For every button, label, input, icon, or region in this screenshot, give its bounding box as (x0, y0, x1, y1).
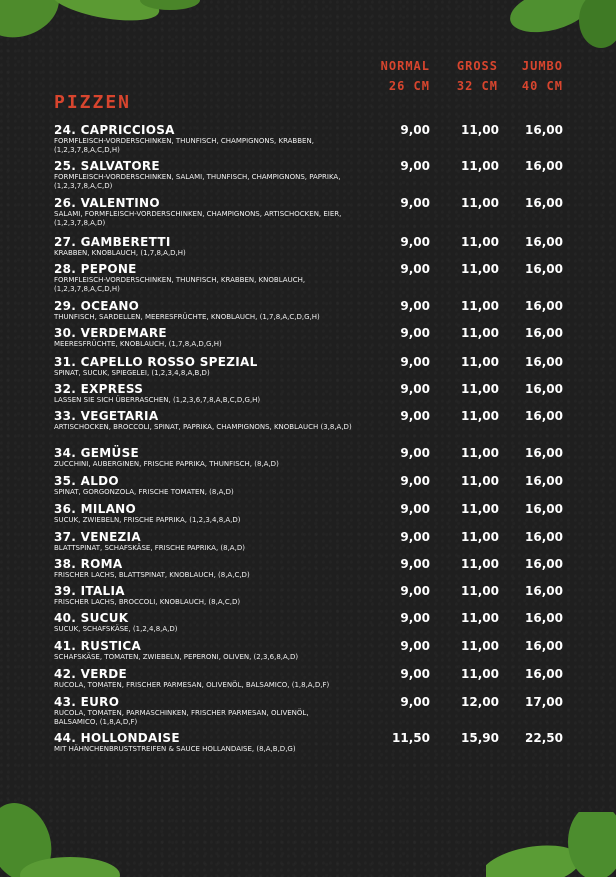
item-name: 30. VERDEMARE (54, 326, 167, 340)
item-description: FORMFLEISCH-VORDERSCHINKEN, THUNFISCH, CHAMPIGNONS, KRABBEN, (1,2,3,7,8,A,C,D,H) (54, 137, 314, 154)
price-jumbo: 16,00 (525, 262, 563, 276)
item-name: 26. VALENTINO (54, 196, 160, 210)
menu-item (54, 557, 574, 580)
price-jumbo: 16,00 (525, 584, 563, 598)
item-description: RUCOLA, TOMATEN, FRISCHER PARMESAN, OLIVENÖL, BALSAMICO, (1,8,A,D,F) (54, 681, 330, 689)
price-gross: 11,00 (461, 159, 499, 173)
price-jumbo: 16,00 (525, 235, 563, 249)
menu-item (54, 262, 574, 294)
price-jumbo: 16,00 (525, 530, 563, 544)
price-normal: 9,00 (400, 382, 430, 396)
basil-leaf-bottom-left (0, 797, 120, 877)
section-title: PIZZEN (54, 92, 132, 113)
price-gross: 11,00 (461, 446, 499, 460)
menu-item (54, 474, 574, 497)
price-normal: 11,50 (392, 731, 430, 745)
menu-item (54, 502, 574, 525)
item-description: SUCUK, SCHAFSKÄSE, (1,2,4,8,A,D) (54, 625, 178, 633)
price-gross: 11,00 (461, 474, 499, 488)
item-description: LASSEN SIE SICH ÜBERRASCHEN, (1,2,3,6,7,8,A,B,C,D,G,H) (54, 396, 261, 404)
price-gross: 11,00 (461, 355, 499, 369)
price-gross: 12,00 (461, 695, 499, 709)
price-gross: 15,90 (461, 731, 499, 745)
menu-item (54, 611, 574, 634)
item-name: 41. RUSTICA (54, 639, 142, 653)
price-normal: 9,00 (400, 123, 430, 137)
price-jumbo: 16,00 (525, 382, 563, 396)
price-gross: 11,00 (461, 382, 499, 396)
menu-item (54, 409, 574, 432)
price-normal: 9,00 (400, 446, 430, 460)
item-name: 32. EXPRESS (54, 382, 144, 396)
item-name: 37. VENEZIA (54, 530, 141, 544)
price-normal: 9,00 (400, 502, 430, 516)
menu-item (54, 326, 574, 349)
menu-item (54, 639, 574, 662)
price-jumbo: 16,00 (525, 639, 563, 653)
item-description: ARTISCHOCKEN, BROCCOLI, SPINAT, PAPRIKA, CHAMPIGNONS, KNOBLAUCH (3,8,A,D) (54, 423, 352, 431)
menu-item (54, 731, 574, 754)
price-normal: 9,00 (400, 695, 430, 709)
price-gross: 11,00 (461, 557, 499, 571)
price-normal: 9,00 (400, 159, 430, 173)
price-jumbo: 16,00 (525, 326, 563, 340)
menu-item (54, 235, 574, 258)
item-name: 28. PEPONE (54, 262, 137, 276)
price-normal: 9,00 (400, 557, 430, 571)
price-jumbo: 16,00 (525, 557, 563, 571)
item-name: 31. CAPELLO ROSSO SPEZIAL (54, 355, 258, 369)
menu-item (54, 695, 574, 727)
price-normal: 9,00 (400, 262, 430, 276)
item-description: FRISCHER LACHS, BROCCOLI, KNOBLAUCH, (8,A,C,D) (54, 598, 241, 606)
price-gross: 11,00 (461, 123, 499, 137)
menu-item (54, 382, 574, 405)
item-name: 27. GAMBERETTI (54, 235, 171, 249)
item-name: 29. OCEANO (54, 299, 140, 313)
header-jumbo: JUMBO 40 CM (521, 59, 563, 93)
price-gross: 11,00 (461, 584, 499, 598)
header-gross: GROSS 32 CM (456, 59, 498, 93)
menu-item (54, 123, 574, 155)
item-description: MEERESFRÜCHTE, KNOBLAUCH, (1,7,8,A,D,G,H) (54, 340, 222, 348)
price-jumbo: 16,00 (525, 667, 563, 681)
item-name: 25. SALVATORE (54, 159, 160, 173)
price-normal: 9,00 (400, 530, 430, 544)
price-gross: 11,00 (461, 611, 499, 625)
price-gross: 11,00 (461, 409, 499, 423)
menu-item (54, 299, 574, 322)
item-description: BLATTSPINAT, SCHAFSKÄSE, FRISCHE PAPRIKA, (8,A,D) (54, 544, 245, 552)
item-description: ZUCCHINI, AUBERGINEN, FRISCHE PAPRIKA, THUNFISCH, (8,A,D) (54, 460, 279, 468)
header-normal: NORMAL 26 CM (380, 59, 430, 93)
item-name: 40. SUCUK (54, 611, 129, 625)
item-name: 42. VERDE (54, 667, 128, 681)
price-jumbo: 16,00 (525, 159, 563, 173)
price-jumbo: 16,00 (525, 355, 563, 369)
menu-item (54, 355, 574, 378)
item-description: FORMFLEISCH-VORDERSCHINKEN, THUNFISCH, KRABBEN, KNOBLAUCH, (1,2,3,7,8,A,C,D,H) (54, 276, 306, 293)
menu-item (54, 667, 574, 690)
item-description: SALAMI, FORMFLEISCH-VORDERSCHINKEN, CHAMPIGNONS, ARTISCHOCKEN, EIER, (1,2,3,7,8,A,D) (54, 210, 342, 227)
price-normal: 9,00 (400, 299, 430, 313)
price-jumbo: 17,00 (525, 695, 563, 709)
item-description: FORMFLEISCH-VORDERSCHINKEN, SALAMI, THUNFISCH, CHAMPIGNONS, PAPRIKA, (1,2,3,7,8,A,C,D) (54, 173, 341, 190)
item-description: SPINAT, SUCUK, SPIEGELEI, (1,2,3,4,8,A,B,D) (54, 369, 210, 377)
item-name: 34. GEMÜSE (54, 446, 140, 460)
price-gross: 11,00 (461, 530, 499, 544)
item-name: 36. MILANO (54, 502, 137, 516)
price-gross: 11,00 (461, 667, 499, 681)
item-description: THUNFISCH, SARDELLEN, MEERESFRÜCHTE, KNOBLAUCH, (1,7,8,A,C,D,G,H) (54, 313, 320, 321)
price-normal: 9,00 (400, 409, 430, 423)
item-description: SPINAT, GORGONZOLA, FRISCHE TOMATEN, (8,A,D) (54, 488, 234, 496)
price-normal: 9,00 (400, 639, 430, 653)
price-jumbo: 16,00 (525, 123, 563, 137)
price-normal: 9,00 (400, 584, 430, 598)
price-normal: 9,00 (400, 235, 430, 249)
price-gross: 11,00 (461, 262, 499, 276)
item-name: 33. VEGETARIA (54, 409, 159, 423)
price-jumbo: 22,50 (525, 731, 563, 745)
price-gross: 11,00 (461, 502, 499, 516)
price-gross: 11,00 (461, 326, 499, 340)
price-normal: 9,00 (400, 196, 430, 210)
price-normal: 9,00 (400, 355, 430, 369)
price-jumbo: 16,00 (525, 299, 563, 313)
item-description: MIT HÄHNCHENBRUSTSTREIFEN & SAUCE HOLLANDAISE, (8,A,B,D,G) (54, 745, 296, 753)
item-name: 39. ITALIA (54, 584, 125, 598)
price-gross: 11,00 (461, 639, 499, 653)
price-normal: 9,00 (400, 611, 430, 625)
menu-item (54, 159, 574, 191)
menu-item (54, 446, 574, 469)
menu-item (54, 584, 574, 607)
item-name: 44. HOLLONDAISE (54, 731, 180, 745)
price-gross: 11,00 (461, 196, 499, 210)
price-gross: 11,00 (461, 299, 499, 313)
price-jumbo: 16,00 (525, 502, 563, 516)
item-description: RUCOLA, TOMATEN, PARMASCHINKEN, FRISCHER PARMESAN, OLIVENÖL, BALSAMICO, (1,8,A,D,F) (54, 709, 309, 726)
price-normal: 9,00 (400, 326, 430, 340)
price-normal: 9,00 (400, 474, 430, 488)
item-description: SUCUK, ZWIEBELN, FRISCHE PAPRIKA, (1,2,3,4,8,A,D) (54, 516, 241, 524)
item-name: 43. EURO (54, 695, 120, 709)
price-jumbo: 16,00 (525, 196, 563, 210)
price-jumbo: 16,00 (525, 474, 563, 488)
menu-item (54, 196, 574, 228)
price-normal: 9,00 (400, 667, 430, 681)
basil-leaf-top-right (501, 0, 616, 50)
item-name: 24. CAPRICCIOSA (54, 123, 175, 137)
price-gross: 11,00 (461, 235, 499, 249)
item-name: 38. ROMA (54, 557, 123, 571)
item-description: FRISCHER LACHS, BLATTSPINAT, KNOBLAUCH, (8,A,C,D) (54, 571, 250, 579)
item-description: SCHAFSKÄSE, TOMATEN, ZWIEBELN, PEPERONI, OLIVEN, (2,3,6,8,A,D) (54, 653, 299, 661)
basil-leaf-top-left (0, 0, 200, 45)
menu-item (54, 530, 574, 553)
basil-leaf-bottom-right (486, 812, 616, 877)
price-jumbo: 16,00 (525, 446, 563, 460)
price-jumbo: 16,00 (525, 611, 563, 625)
item-description: KRABBEN, KNOBLAUCH, (1,7,8,A,D,H) (54, 249, 186, 257)
price-jumbo: 16,00 (525, 409, 563, 423)
item-name: 35. ALDO (54, 474, 119, 488)
